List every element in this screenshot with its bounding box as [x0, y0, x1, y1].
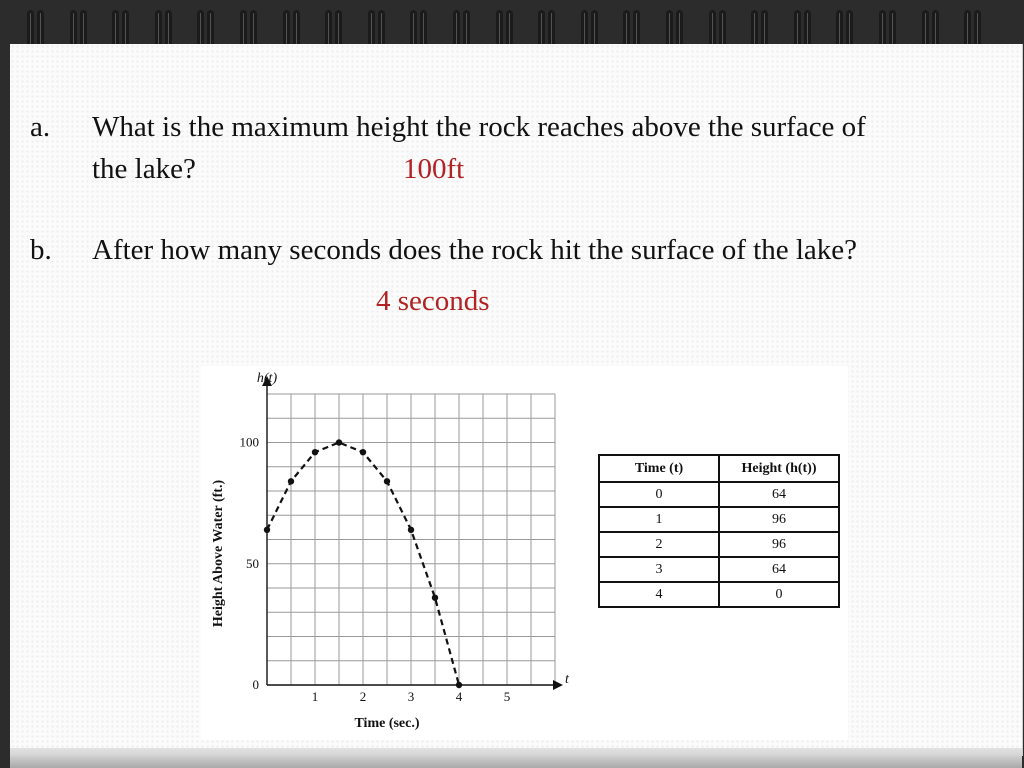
data-point: [336, 439, 342, 445]
x-axis-symbol: t: [565, 672, 569, 687]
x-axis-arrow: [553, 680, 563, 690]
table-cell-time: 4: [599, 582, 719, 607]
question-b-answer: 4 seconds: [376, 285, 490, 317]
table-cell-time: 3: [599, 557, 719, 582]
y-axis-label: Height Above Water (ft.): [211, 479, 226, 628]
height-time-chart: [201, 366, 591, 740]
y-tick-label: 50: [246, 555, 259, 571]
x-axis-label: Time (sec.): [354, 716, 420, 731]
table-header-time: Time (t): [599, 455, 719, 482]
question-a-letter: a.: [30, 111, 51, 143]
table-cell-height: 0: [719, 582, 839, 607]
data-point: [312, 449, 318, 455]
table-cell-time: 0: [599, 482, 719, 507]
question-a-text-line2: the lake?: [92, 153, 196, 185]
table-cell-time: 2: [599, 532, 719, 557]
data-point: [408, 527, 414, 533]
question-a-answer: 100ft: [403, 153, 465, 185]
table-cell-height: 64: [719, 557, 839, 582]
x-tick-label: 4: [455, 689, 463, 704]
data-point: [432, 595, 438, 601]
table-row: [599, 507, 839, 532]
page-edge-lower: [10, 756, 1022, 768]
y-axis-symbol: h(t): [256, 371, 278, 386]
data-point: [264, 527, 270, 533]
textbook-figure: [201, 366, 848, 740]
table-cell-height: 96: [719, 532, 839, 557]
question-b-text: After how many seconds does the rock hit the surface of the lake?: [92, 234, 858, 266]
table-cell-height: 96: [719, 507, 839, 532]
table-row: [599, 482, 839, 507]
question-b-letter: b.: [30, 234, 52, 266]
table-header-height: Height (h(t)): [719, 455, 839, 482]
data-point: [360, 449, 366, 455]
x-tick-label: 1: [311, 689, 319, 704]
data-point: [288, 478, 294, 484]
table-cell-time: 1: [599, 507, 719, 532]
time-height-table: [598, 454, 840, 608]
table-row: [599, 557, 839, 582]
x-tick-label: 2: [359, 689, 367, 704]
x-tick-label: 3: [407, 689, 415, 704]
table-row: [599, 582, 839, 607]
y-tick-label: 100: [239, 434, 259, 450]
data-point: [384, 478, 390, 484]
data-point: [456, 682, 462, 688]
y-tick-label: 0: [252, 677, 259, 692]
table-row: [599, 532, 839, 557]
table-cell-height: 64: [719, 482, 839, 507]
notebook-page: [10, 44, 1023, 756]
x-tick-label: 5: [503, 689, 511, 704]
question-a-text-line1: What is the maximum height the rock reaches above the surface of: [92, 111, 866, 143]
table-header-row: [599, 455, 839, 482]
